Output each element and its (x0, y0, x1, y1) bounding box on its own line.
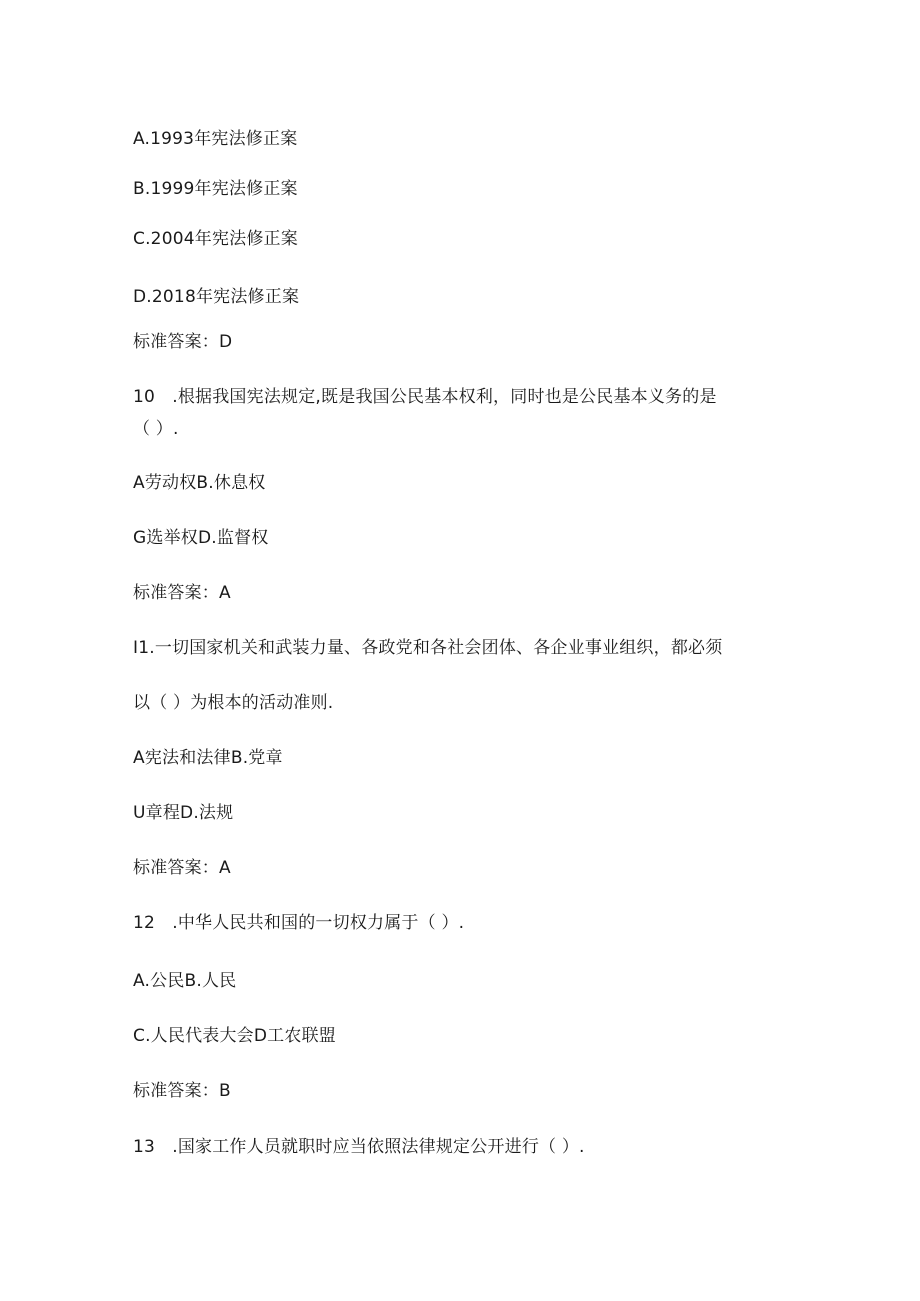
q12-options-ab: A.公民B.人民 (133, 971, 237, 991)
q10-options-cd: G选举权D.监督权 (133, 528, 269, 548)
answer-q11: 标准答案：A (133, 858, 231, 878)
answer-q9: 标准答案：D (133, 332, 233, 352)
question-11-line-1: I1.一切国家机关和武装力量、各政党和各社会团体、各企业事业组织，都必须 (133, 638, 723, 658)
question-11-line-2: 以（ ）为根本的活动准则. (133, 693, 334, 713)
answer-q12: 标准答案：B (133, 1081, 231, 1101)
q11-options-cd: U章程D.法规 (133, 803, 234, 823)
question-10-line-2: （ ）. (133, 419, 179, 439)
option-a-1993: A.1993年宪法修正案 (133, 129, 298, 149)
q10-options-ab: A劳动权B.休息权 (133, 473, 266, 493)
q12-options-cd: C.人民代表大会D工农联盟 (133, 1026, 336, 1046)
question-13: 13 .国家工作人员就职时应当依照法律规定公开进行（ ）. (133, 1137, 585, 1157)
option-b-1999: B.1999年宪法修正案 (133, 179, 298, 199)
q11-options-ab: A宪法和法律B.党章 (133, 748, 283, 768)
answer-q10: 标准答案：A (133, 583, 231, 603)
question-10-line-1: 10 .根据我国宪法规定,既是我国公民基本权利，同时也是公民基本义务的是 (133, 387, 717, 407)
option-d-2018: D.2018年宪法修正案 (133, 287, 300, 307)
option-c-2004: C.2004年宪法修正案 (133, 229, 298, 249)
question-12: 12 .中华人民共和国的一切权力属于（ ）. (133, 913, 465, 933)
